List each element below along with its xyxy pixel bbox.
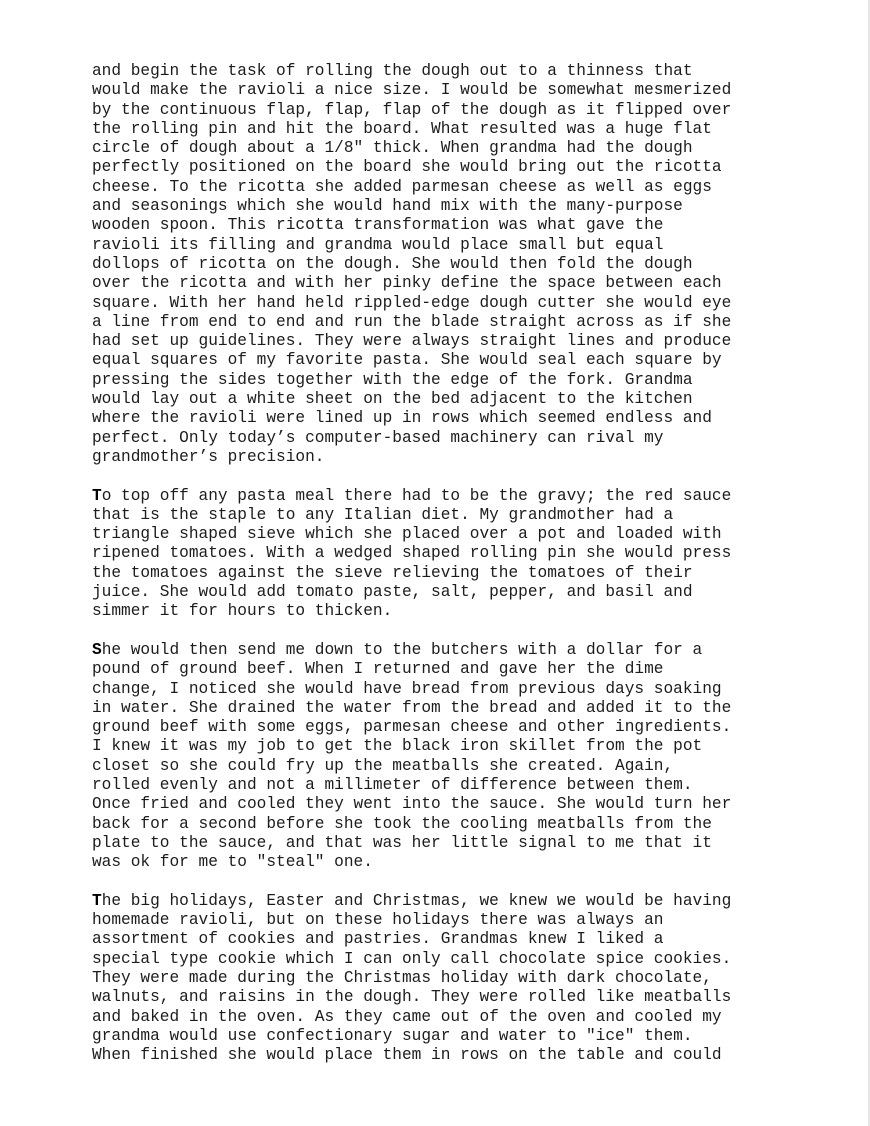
line-text: circle of dough about a 1/8" thick. When grandma had the dough — [92, 139, 693, 158]
text-line — [92, 525, 832, 544]
line-text: by the continuous flap, flap, flap of the dough as it flipped over — [92, 100, 732, 119]
text-line — [92, 506, 832, 525]
line-text: the tomatoes against the sieve relieving the tomatoes of their — [92, 563, 693, 582]
paragraph — [92, 487, 832, 622]
line-text: and baked in the oven. As they came out of the oven and cooled my — [92, 1007, 722, 1026]
text-line — [92, 757, 832, 776]
text-line — [92, 313, 832, 332]
text-line — [92, 139, 832, 158]
line-text: had set up guidelines. They were always straight lines and produce — [92, 332, 732, 351]
text-line — [92, 834, 832, 853]
line-text: perfectly positioned on the board she would bring out the ricotta — [92, 158, 722, 177]
text-line — [92, 274, 832, 293]
line-text: would make the ravioli a nice size. I would be somewhat mesmerized — [92, 81, 732, 100]
text-line — [92, 62, 832, 81]
line-text: triangle shaped sieve which she placed over a pot and loaded with — [92, 525, 722, 544]
text-line — [92, 236, 832, 255]
text-line — [92, 294, 832, 313]
text-line — [92, 371, 832, 390]
line-text: in water. She drained the water from the bread and added it to the — [92, 698, 732, 717]
text-line — [92, 1046, 832, 1065]
line-text: would lay out a white sheet on the bed adjacent to the kitchen — [92, 390, 693, 409]
text-line — [92, 178, 832, 197]
text-line — [92, 390, 832, 409]
line-text: the rolling pin and hit the board. What resulted was a huge flat — [92, 119, 712, 138]
text-line — [92, 409, 832, 428]
text-line — [92, 158, 832, 177]
text-line — [92, 660, 832, 679]
line-text: equal squares of my favorite pasta. She would seal each square by — [92, 351, 722, 370]
text-line — [92, 641, 832, 660]
line-text: ground beef with some eggs, parmesan cheese and other ingredients. — [92, 718, 732, 737]
text-line — [92, 853, 832, 872]
text-line — [92, 776, 832, 795]
text-line — [92, 950, 832, 969]
line-text: assortment of cookies and pastries. Grandmas knew I liked a — [92, 930, 664, 949]
text-line — [92, 680, 832, 699]
line-text: grandmother’s precision. — [92, 447, 325, 466]
line-text: ravioli its filling and grandma would place small but equal — [92, 235, 664, 254]
line-text: he big holidays, Easter and Christmas, we knew we would be having — [101, 891, 732, 910]
text-line — [92, 737, 832, 756]
paragraph — [92, 62, 832, 467]
text-line — [92, 216, 832, 235]
text-line — [92, 1008, 832, 1027]
paragraph-initial-letter: T — [92, 891, 102, 910]
line-text: o top off any pasta meal there had to be the gravy; the red sauce — [101, 486, 732, 505]
text-line — [92, 699, 832, 718]
paragraph-initial-letter: S — [92, 640, 102, 659]
text-line — [92, 795, 832, 814]
text-line — [92, 892, 832, 911]
paragraph — [92, 641, 832, 873]
line-text: ripened tomatoes. With a wedged shaped rolling pin she would press — [92, 544, 732, 563]
line-text: juice. She would add tomato paste, salt, pepper, and basil and — [92, 583, 693, 602]
text-line — [92, 255, 832, 274]
text-line — [92, 351, 832, 370]
document-body — [92, 62, 832, 1085]
text-line — [92, 564, 832, 583]
text-line — [92, 930, 832, 949]
text-line — [92, 718, 832, 737]
text-line — [92, 815, 832, 834]
text-line — [92, 81, 832, 100]
line-text: pound of ground beef. When I returned and gave her the dime — [92, 660, 664, 679]
line-text: over the ricotta and with her pinky define the space between each — [92, 274, 722, 293]
line-text: a line from end to end and run the blade straight across as if she — [92, 312, 732, 331]
line-text: pressing the sides together with the edge of the fork. Grandma — [92, 370, 693, 389]
line-text: When finished she would place them in rows on the table and could — [92, 1046, 722, 1065]
line-text: Once fried and cooled they went into the sauce. She would turn her — [92, 795, 732, 814]
line-text: dollops of ricotta on the dough. She would then fold the dough — [92, 254, 693, 273]
line-text: I knew it was my job to get the black iron skillet from the pot — [92, 737, 703, 756]
text-line — [92, 487, 832, 506]
line-text: special type cookie which I can only call chocolate spice cookies. — [92, 949, 732, 968]
line-text: and seasonings which she would hand mix with the many-purpose — [92, 197, 683, 216]
line-text: plate to the sauce, and that was her little signal to me that it — [92, 833, 712, 852]
text-line — [92, 544, 832, 563]
text-line — [92, 602, 832, 621]
line-text: he would then send me down to the butchers with a dollar for a — [101, 640, 703, 659]
line-text: square. With her hand held rippled-edge dough cutter she would eye — [92, 293, 732, 312]
line-text: homemade ravioli, but on these holidays there was always an — [92, 911, 664, 930]
line-text: wooden spoon. This ricotta transformation was what gave the — [92, 216, 664, 235]
line-text: rolled evenly and not a millimeter of difference between them. — [92, 775, 693, 794]
text-line — [92, 120, 832, 139]
text-line — [92, 332, 832, 351]
text-line — [92, 1027, 832, 1046]
line-text: change, I noticed she would have bread from previous days soaking — [92, 679, 722, 698]
line-text: simmer it for hours to thicken. — [92, 602, 393, 621]
text-line — [92, 448, 832, 467]
text-line — [92, 583, 832, 602]
line-text: walnuts, and raisins in the dough. They were rolled like meatballs — [92, 988, 732, 1007]
line-text: back for a second before she took the cooling meatballs from the — [92, 814, 712, 833]
text-line — [92, 988, 832, 1007]
paragraph — [92, 892, 832, 1066]
text-line — [92, 101, 832, 120]
line-text: that is the staple to any Italian diet. My grandmother had a — [92, 505, 674, 524]
line-text: perfect. Only today’s computer-based machinery can rival my — [92, 428, 664, 447]
line-text: closet so she could fry up the meatballs she created. Again, — [92, 756, 674, 775]
line-text: cheese. To the ricotta she added parmesan cheese as well as eggs — [92, 177, 712, 196]
line-text: They were made during the Christmas holiday with dark chocolate, — [92, 968, 712, 987]
text-line — [92, 969, 832, 988]
text-line — [92, 911, 832, 930]
text-line — [92, 429, 832, 448]
line-text: grandma would use confectionary sugar and water to "ice" them. — [92, 1026, 693, 1045]
paragraph-initial-letter: T — [92, 486, 102, 505]
line-text: and begin the task of rolling the dough out to a thinness that — [92, 62, 693, 80]
line-text: was ok for me to "steal" one. — [92, 853, 373, 872]
text-line — [92, 197, 832, 216]
line-text: where the ravioli were lined up in rows which seemed endless and — [92, 409, 712, 428]
